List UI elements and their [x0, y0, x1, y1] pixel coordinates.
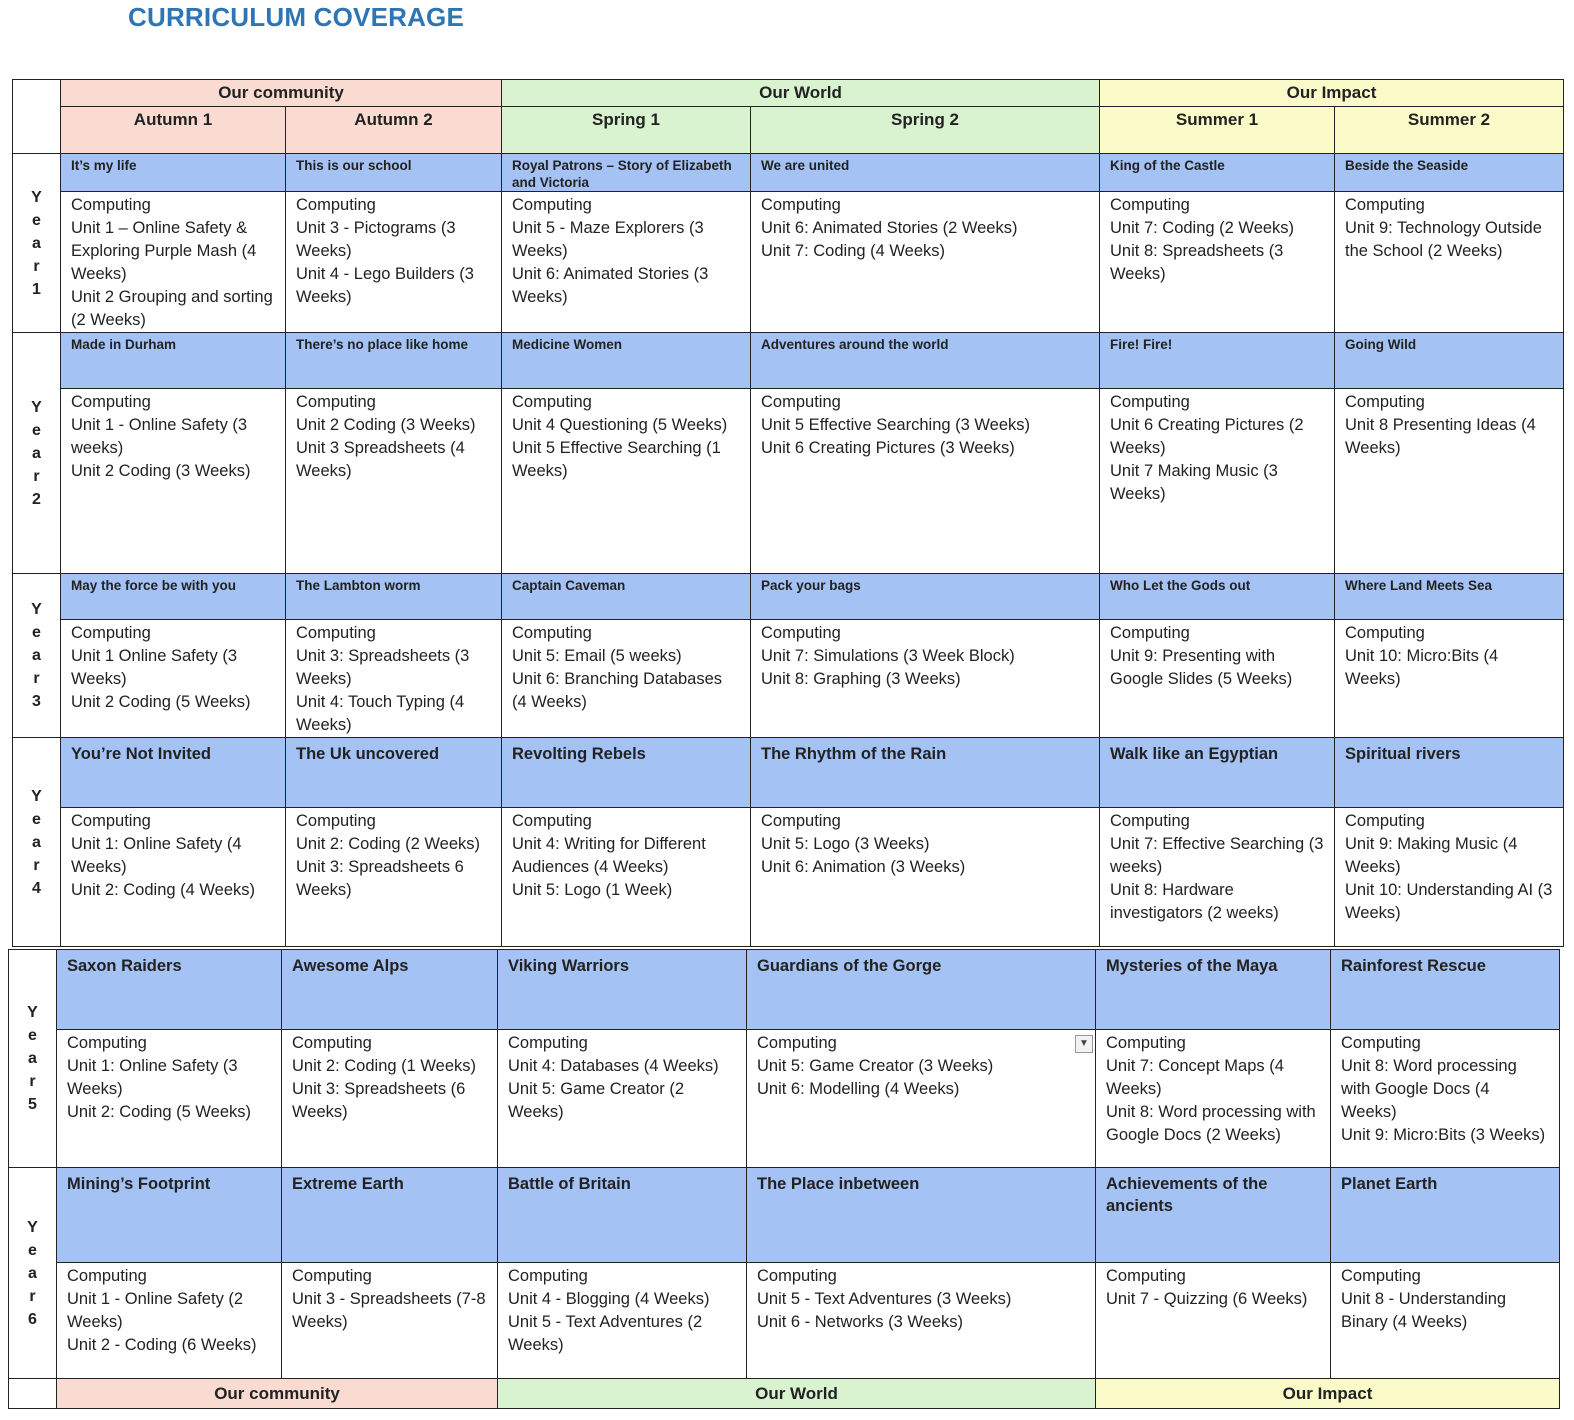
- footer-theme-our-world: Our World: [498, 1379, 1096, 1409]
- units-cell: [1100, 808, 1335, 947]
- topic-cell: Fire! Fire!: [1100, 333, 1335, 389]
- units-cell: [61, 192, 286, 333]
- units-cell: [502, 808, 751, 947]
- unit-item: Unit 5 Effective Searching (1 Weeks): [512, 439, 721, 480]
- year-label-char: Y: [31, 188, 42, 206]
- footer-theme-row: [9, 1379, 1560, 1409]
- unit-item: Unit 5: Logo (1 Week): [512, 881, 673, 899]
- units-cell: [751, 808, 1100, 947]
- topic-cell: Guardians of the Gorge: [747, 950, 1096, 1030]
- computing-label: Computing: [1341, 1034, 1421, 1052]
- unit-item: Unit 3 - Spreadsheets (7-8 Weeks): [292, 1290, 486, 1331]
- unit-item: Unit 4: Touch Typing (4 Weeks): [296, 693, 465, 734]
- unit-item: Unit 4 - Lego Builders (3 Weeks): [296, 265, 474, 306]
- computing-label: Computing: [1110, 196, 1190, 214]
- computing-label: Computing: [761, 812, 841, 830]
- units-cell: [1100, 620, 1335, 738]
- topic-cell: Revolting Rebels: [502, 738, 751, 808]
- computing-label: Computing: [761, 624, 841, 642]
- units-cell: [1100, 389, 1335, 574]
- year-label-char: a: [32, 444, 41, 462]
- topic-cell: Who Let the Gods out: [1100, 574, 1335, 620]
- computing-label: Computing: [292, 1034, 372, 1052]
- year-label-char: 5: [28, 1096, 37, 1113]
- computing-label: Computing: [508, 1267, 588, 1285]
- unit-item: Unit 6: Animated Stories (2 Weeks): [761, 219, 1018, 237]
- unit-item: Unit 6 Creating Pictures (2 Weeks): [1110, 416, 1304, 457]
- units-row: [13, 620, 1564, 738]
- unit-item: Unit 2 - Coding (6 Weeks): [67, 1336, 257, 1354]
- page-title: CURRICULUM COVERAGE: [128, 2, 465, 32]
- year-label-char: Y: [27, 1004, 38, 1021]
- unit-item: Unit 7 Making Music (3 Weeks): [1110, 462, 1278, 503]
- computing-label: Computing: [761, 393, 841, 411]
- topic-cell: Walk like an Egyptian: [1100, 738, 1335, 808]
- units-cell: [1331, 1263, 1560, 1379]
- units-cell: [751, 192, 1100, 333]
- computing-label: Computing: [71, 624, 151, 642]
- units-cell: [286, 389, 502, 574]
- computing-label: Computing: [1345, 393, 1425, 411]
- units-cell: [502, 389, 751, 574]
- unit-item: Unit 6 Creating Pictures (3 Weeks): [761, 439, 1015, 457]
- unit-item: Unit 5 Effective Searching (3 Weeks): [761, 416, 1031, 434]
- year-label-char: a: [32, 234, 41, 252]
- computing-label: Computing: [512, 624, 592, 642]
- year-label-char: a: [28, 1050, 37, 1067]
- year-label-char: 4: [32, 879, 41, 897]
- computing-label: Computing: [512, 812, 592, 830]
- units-cell: [502, 620, 751, 738]
- topic-cell: Mysteries of the Maya: [1096, 950, 1331, 1030]
- dropdown-arrow-icon[interactable]: ▼: [1075, 1035, 1093, 1053]
- year-label-char: 1: [32, 280, 41, 298]
- units-cell: [747, 1030, 1096, 1168]
- computing-label: Computing: [1106, 1267, 1186, 1285]
- topic-cell: Captain Caveman: [502, 574, 751, 620]
- unit-item: Unit 2 Coding (5 Weeks): [71, 693, 251, 711]
- term-autumn-1: Autumn 1: [61, 107, 286, 154]
- year-label-char: Y: [27, 1218, 38, 1236]
- unit-item: Unit 7 - Quizzing (6 Weeks): [1106, 1290, 1308, 1308]
- computing-label: Computing: [508, 1034, 588, 1052]
- units-cell: [61, 620, 286, 738]
- unit-item: Unit 4: Databases (4 Weeks): [508, 1057, 719, 1075]
- units-cell: [498, 1030, 747, 1168]
- term-autumn-2: Autumn 2: [286, 107, 502, 154]
- units-cell: [1335, 389, 1564, 574]
- year-label-char: Y: [31, 787, 42, 805]
- topic-row: [13, 574, 1564, 620]
- unit-item: Unit 2 Grouping and sorting (2 Weeks): [71, 288, 273, 329]
- units-cell: [282, 1263, 498, 1379]
- units-row: [13, 808, 1564, 947]
- units-cell: [286, 620, 502, 738]
- computing-label: Computing: [1345, 624, 1425, 642]
- unit-item: Unit 3: Spreadsheets (3 Weeks): [296, 647, 470, 688]
- topic-row: [13, 738, 1564, 808]
- curriculum-table-lower: [8, 949, 1560, 1409]
- footer-theme-our-impact: Our Impact: [1096, 1379, 1560, 1409]
- unit-item: Unit 1: Online Safety (4 Weeks): [71, 835, 242, 876]
- unit-item: Unit 4 Questioning (5 Weeks): [512, 416, 728, 434]
- computing-label: Computing: [1110, 624, 1190, 642]
- computing-label: Computing: [296, 812, 376, 830]
- topic-cell: Made in Durham: [61, 333, 286, 389]
- term-summer-2: Summer 2: [1335, 107, 1564, 154]
- unit-item: Unit 5: Game Creator (2 Weeks): [508, 1080, 685, 1121]
- unit-item: Unit 3 Spreadsheets (4 Weeks): [296, 439, 465, 480]
- units-cell: [1096, 1030, 1331, 1168]
- unit-item: Unit 7: Coding (2 Weeks): [1110, 219, 1295, 237]
- units-cell: [61, 389, 286, 574]
- topic-cell: Awesome Alps: [282, 950, 498, 1030]
- unit-item: Unit 8 - Understanding Binary (4 Weeks): [1341, 1290, 1507, 1331]
- year-label-char: 6: [28, 1310, 37, 1328]
- units-cell: [1331, 1030, 1560, 1168]
- topic-cell: The Uk uncovered: [286, 738, 502, 808]
- topic-cell: It’s my life: [61, 154, 286, 192]
- unit-item: Unit 4 - Blogging (4 Weeks): [508, 1290, 710, 1308]
- unit-item: Unit 1: Online Safety (3 Weeks): [67, 1057, 238, 1098]
- topic-cell: King of the Castle: [1100, 154, 1335, 192]
- unit-item: Unit 7: Concept Maps (4 Weeks): [1106, 1057, 1284, 1098]
- unit-item: Unit 10: Micro:Bits (4 Weeks): [1345, 647, 1499, 688]
- computing-label: Computing: [67, 1034, 147, 1052]
- computing-label: Computing: [71, 196, 151, 214]
- year-label: [9, 1168, 57, 1379]
- topic-cell: Beside the Seaside: [1335, 154, 1564, 192]
- year-label-char: Y: [31, 398, 42, 416]
- computing-label: Computing: [757, 1034, 837, 1052]
- unit-item: Unit 6: Animation (3 Weeks): [761, 858, 966, 876]
- topic-cell: Medicine Women: [502, 333, 751, 389]
- unit-item: Unit 6: Animated Stories (3 Weeks): [512, 265, 709, 306]
- unit-item: Unit 5 - Text Adventures (3 Weeks): [757, 1290, 1012, 1308]
- year-label-char: r: [33, 856, 40, 874]
- computing-label: Computing: [512, 393, 592, 411]
- units-cell: [61, 808, 286, 947]
- unit-item: Unit 2: Coding (2 Weeks): [296, 835, 481, 853]
- curriculum-table-upper: [12, 79, 1564, 947]
- unit-item: Unit 3 - Pictograms (3 Weeks): [296, 219, 456, 260]
- year-label-char: 3: [32, 693, 41, 710]
- theme-our-impact: Our Impact: [1100, 80, 1564, 107]
- unit-item: Unit 2 Coding (3 Weeks): [71, 462, 251, 480]
- topic-cell: Where Land Meets Sea: [1335, 574, 1564, 620]
- unit-item: Unit 8: Hardware investigators (2 weeks): [1110, 881, 1279, 922]
- computing-label: Computing: [1345, 812, 1425, 830]
- unit-item: Unit 8: Word processing with Google Docs (2 Weeks): [1106, 1103, 1316, 1144]
- year-label-char: e: [28, 1241, 37, 1259]
- year-label: [13, 154, 61, 333]
- year-label-char: 2: [32, 490, 41, 508]
- unit-item: Unit 7: Effective Searching (3 weeks): [1110, 835, 1324, 876]
- year-label-char: a: [32, 647, 41, 664]
- topic-cell: We are united: [751, 154, 1100, 192]
- footer-theme-our-community: Our community: [57, 1379, 498, 1409]
- topic-cell: Spiritual rivers: [1335, 738, 1564, 808]
- unit-item: Unit 8: Word processing with Google Docs (4 Weeks): [1341, 1057, 1517, 1121]
- year-label-char: a: [32, 833, 41, 851]
- unit-item: Unit 6: Branching Databases (4 Weeks): [512, 670, 723, 711]
- unit-item: Unit 2 Coding (3 Weeks): [296, 416, 476, 434]
- year-label: [13, 333, 61, 574]
- units-cell: [502, 192, 751, 333]
- units-cell: [751, 620, 1100, 738]
- unit-item: Unit 3: Spreadsheets (6 Weeks): [292, 1080, 466, 1121]
- term-spring-1: Spring 1: [502, 107, 751, 154]
- units-cell: [747, 1263, 1096, 1379]
- unit-item: Unit 5: Logo (3 Weeks): [761, 835, 930, 853]
- unit-item: Unit 5 - Text Adventures (2 Weeks): [508, 1313, 703, 1354]
- year-label-char: a: [28, 1264, 37, 1282]
- unit-item: Unit 1 - Online Safety (2 Weeks): [67, 1290, 244, 1331]
- topic-cell: There’s no place like home: [286, 333, 502, 389]
- computing-label: Computing: [296, 624, 376, 642]
- units-cell: [1100, 192, 1335, 333]
- computing-label: Computing: [292, 1267, 372, 1285]
- year-label-char: e: [32, 421, 41, 439]
- unit-item: Unit 9: Making Music (4 Weeks): [1345, 835, 1518, 876]
- footer-corner-cell: [9, 1379, 57, 1409]
- topic-row: [13, 333, 1564, 389]
- unit-item: Unit 3: Spreadsheets 6 Weeks): [296, 858, 464, 899]
- term-summer-1: Summer 1: [1100, 107, 1335, 154]
- theme-our-community: Our community: [61, 80, 502, 107]
- unit-item: Unit 5: Email (5 weeks): [512, 647, 682, 665]
- unit-item: Unit 8 Presenting Ideas (4 Weeks): [1345, 416, 1536, 457]
- computing-label: Computing: [1106, 1034, 1186, 1052]
- topic-cell: Adventures around the world: [751, 333, 1100, 389]
- computing-label: Computing: [71, 393, 151, 411]
- unit-item: Unit 5 - Maze Explorers (3 Weeks): [512, 219, 704, 260]
- topic-cell: The Rhythm of the Rain: [751, 738, 1100, 808]
- topic-cell: Going Wild: [1335, 333, 1564, 389]
- units-cell: [286, 192, 502, 333]
- unit-item: Unit 5: Game Creator (3 Weeks): [757, 1057, 994, 1075]
- computing-label: Computing: [1110, 812, 1190, 830]
- topic-cell: Viking Warriors: [498, 950, 747, 1030]
- topic-cell: This is our school: [286, 154, 502, 192]
- unit-item: Unit 1 - Online Safety (3 weeks): [71, 416, 248, 457]
- unit-item: Unit 7: Coding (4 Weeks): [761, 242, 946, 260]
- units-row: [13, 192, 1564, 333]
- unit-item: Unit 9: Micro:Bits (3 Weeks): [1341, 1126, 1546, 1144]
- unit-item: Unit 2: Coding (1 Weeks): [292, 1057, 477, 1075]
- units-cell: [286, 808, 502, 947]
- units-cell: [498, 1263, 747, 1379]
- year-label: [13, 738, 61, 947]
- units-cell: [57, 1030, 282, 1168]
- topic-cell: Pack your bags: [751, 574, 1100, 620]
- computing-label: Computing: [1341, 1267, 1421, 1285]
- units-cell: [1335, 620, 1564, 738]
- topic-cell: The Lambton worm: [286, 574, 502, 620]
- topic-row: [13, 154, 1564, 192]
- unit-item: Unit 2: Coding (4 Weeks): [71, 881, 256, 899]
- topic-row: [9, 950, 1560, 1030]
- computing-label: Computing: [1345, 196, 1425, 214]
- units-row: [9, 1030, 1560, 1168]
- computing-label: Computing: [761, 196, 841, 214]
- year-label-char: r: [33, 257, 40, 275]
- theme-our-world: Our World: [502, 80, 1100, 107]
- unit-item: Unit 1 – Online Safety & Exploring Purple Mash (4 Weeks): [71, 219, 257, 283]
- units-row: [9, 1263, 1560, 1379]
- computing-label: Computing: [71, 812, 151, 830]
- topic-cell: Saxon Raiders: [57, 950, 282, 1030]
- topic-cell: Battle of Britain: [498, 1168, 747, 1263]
- unit-item: Unit 8: Graphing (3 Weeks): [761, 670, 961, 688]
- units-cell: [1096, 1263, 1331, 1379]
- units-row: [13, 389, 1564, 574]
- unit-item: Unit 9: Presenting with Google Slides (5 Weeks): [1110, 647, 1293, 688]
- units-cell: [57, 1263, 282, 1379]
- year-label-char: r: [33, 670, 40, 687]
- units-cell: [282, 1030, 498, 1168]
- topic-cell: The Place inbetween: [747, 1168, 1096, 1263]
- computing-label: Computing: [67, 1267, 147, 1285]
- year-label: [13, 574, 61, 738]
- units-cell: [1335, 192, 1564, 333]
- topic-cell: May the force be with you: [61, 574, 286, 620]
- year-label-char: Y: [31, 601, 42, 618]
- topic-cell: Mining’s Footprint: [57, 1168, 282, 1263]
- unit-item: Unit 10: Understanding AI (3 Weeks): [1345, 881, 1553, 922]
- computing-label: Computing: [757, 1267, 837, 1285]
- unit-item: Unit 6 - Networks (3 Weeks): [757, 1313, 963, 1331]
- year-label-char: r: [29, 1287, 36, 1305]
- unit-item: Unit 6: Modelling (4 Weeks): [757, 1080, 960, 1098]
- topic-cell: Rainforest Rescue: [1331, 950, 1560, 1030]
- year-label-char: e: [32, 211, 41, 229]
- computing-label: Computing: [512, 196, 592, 214]
- computing-label: Computing: [296, 393, 376, 411]
- topic-cell: You’re Not Invited: [61, 738, 286, 808]
- units-cell: [1335, 808, 1564, 947]
- topic-row: [9, 1168, 1560, 1263]
- corner-cell: [13, 80, 61, 154]
- unit-item: Unit 4: Writing for Different Audiences (4 Weeks): [512, 835, 706, 876]
- year-label: [9, 950, 57, 1168]
- term-spring-2: Spring 2: [751, 107, 1100, 154]
- topic-cell: Planet Earth: [1331, 1168, 1560, 1263]
- year-label-char: e: [32, 810, 41, 828]
- unit-item: Unit 7: Simulations (3 Week Block): [761, 647, 1015, 665]
- unit-item: Unit 2: Coding (5 Weeks): [67, 1103, 252, 1121]
- unit-item: Unit 8: Spreadsheets (3 Weeks): [1110, 242, 1284, 283]
- units-cell: [751, 389, 1100, 574]
- year-label-char: e: [28, 1027, 37, 1044]
- unit-item: Unit 1 Online Safety (3 Weeks): [71, 647, 237, 688]
- topic-cell: Achievements of the ancients: [1096, 1168, 1331, 1263]
- year-label-char: e: [32, 624, 41, 641]
- topic-cell: Royal Patrons – Story of Elizabeth and Victoria: [502, 154, 751, 192]
- computing-label: Computing: [1110, 393, 1190, 411]
- topic-cell: Extreme Earth: [282, 1168, 498, 1263]
- unit-item: Unit 9: Technology Outside the School (2 Weeks): [1345, 219, 1542, 260]
- year-label-char: r: [33, 467, 40, 485]
- year-label-char: r: [29, 1073, 36, 1090]
- computing-label: Computing: [296, 196, 376, 214]
